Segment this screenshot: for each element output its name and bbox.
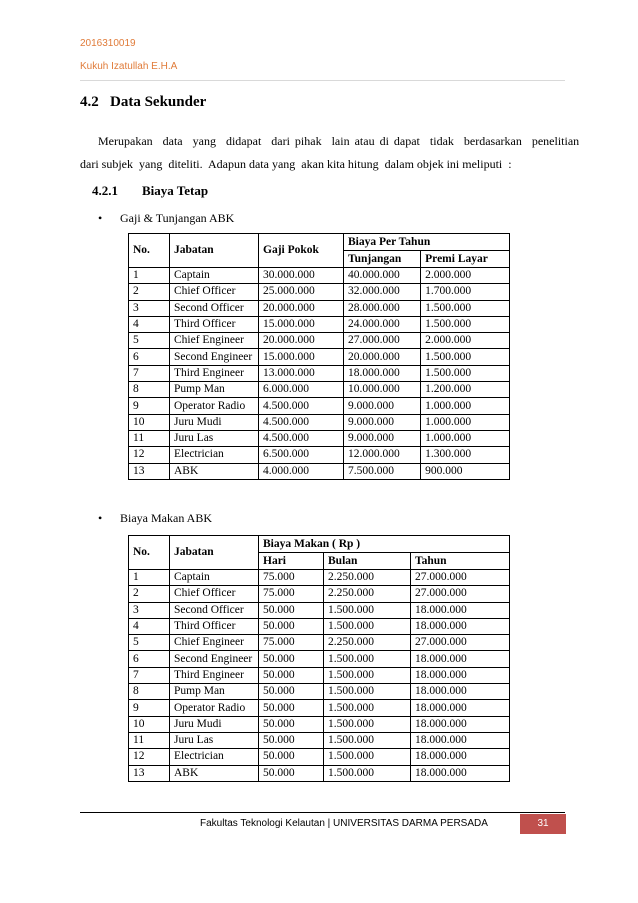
table-cell: Chief Engineer bbox=[170, 333, 259, 349]
table-row bbox=[129, 570, 510, 586]
table-cell: Third Engineer bbox=[170, 365, 259, 381]
subsection-heading bbox=[92, 183, 208, 199]
section-title: 4.2 Data Sekunder bbox=[80, 94, 207, 110]
table-cell: 13 bbox=[129, 463, 170, 479]
table-cell: 3 bbox=[129, 300, 170, 316]
table-cell: Juru Las bbox=[170, 430, 259, 446]
table-cell: 9 bbox=[129, 700, 170, 716]
table-cell: 1.500.000 bbox=[324, 732, 411, 748]
table-row bbox=[129, 284, 510, 300]
table-cell: Electrician bbox=[170, 749, 259, 765]
table-cell: 50.000 bbox=[259, 651, 324, 667]
table-row bbox=[129, 447, 510, 463]
table-cell: 4.500.000 bbox=[259, 398, 344, 414]
table-row bbox=[129, 700, 510, 716]
table-cell: 50.000 bbox=[259, 618, 324, 634]
table-row bbox=[129, 618, 510, 634]
table-cell: Second Officer bbox=[170, 300, 259, 316]
table-cell: 1.500.000 bbox=[324, 700, 411, 716]
table-cell: 18.000.000 bbox=[411, 684, 510, 700]
table-cell: Third Officer bbox=[170, 618, 259, 634]
table-cell: 27.000.000 bbox=[344, 333, 421, 349]
table-cell: 4.500.000 bbox=[259, 430, 344, 446]
page-number: 31 bbox=[520, 814, 566, 834]
col-header-jabatan: Jabatan bbox=[170, 536, 259, 570]
table-cell: 50.000 bbox=[259, 684, 324, 700]
table-cell: ABK bbox=[170, 765, 259, 781]
table-cell: 1.500.000 bbox=[324, 667, 411, 683]
table-cell: 40.000.000 bbox=[344, 268, 421, 284]
table-cell: 2.000.000 bbox=[421, 333, 510, 349]
table-cell: 1 bbox=[129, 570, 170, 586]
table-cell: 28.000.000 bbox=[344, 300, 421, 316]
table-cell: 4.000.000 bbox=[259, 463, 344, 479]
table-cell: 1.500.000 bbox=[324, 618, 411, 634]
paragraph-line-1: Merupakan data yang didapat dari pihak lain atau di dapat tidak berdasarkan penelitian bbox=[98, 134, 580, 148]
table-cell: 2.250.000 bbox=[324, 635, 411, 651]
table-cell: Third Engineer bbox=[170, 667, 259, 683]
table-cell: 1.500.000 bbox=[324, 602, 411, 618]
col-header-hari: Hari bbox=[259, 553, 324, 570]
table-row bbox=[129, 300, 510, 316]
table-cell: 18.000.000 bbox=[411, 618, 510, 634]
table-cell: 1.300.000 bbox=[421, 447, 510, 463]
table-cell: 1.500.000 bbox=[324, 716, 411, 732]
table-cell: 7.500.000 bbox=[344, 463, 421, 479]
table-row bbox=[129, 349, 510, 365]
table-cell: 1.500.000 bbox=[421, 365, 510, 381]
table-cell: Pump Man bbox=[170, 684, 259, 700]
table-cell: 1.500.000 bbox=[324, 749, 411, 765]
table-cell: 50.000 bbox=[259, 667, 324, 683]
table-cell: 50.000 bbox=[259, 602, 324, 618]
table-cell: 18.000.000 bbox=[411, 732, 510, 748]
table-cell: 18.000.000 bbox=[411, 716, 510, 732]
table-cell: 8 bbox=[129, 382, 170, 398]
table-cell: 1.200.000 bbox=[421, 382, 510, 398]
table-row bbox=[129, 716, 510, 732]
table-cell: 4.500.000 bbox=[259, 414, 344, 430]
table-cell: 6.000.000 bbox=[259, 382, 344, 398]
table-row bbox=[129, 635, 510, 651]
table-cell: 50.000 bbox=[259, 765, 324, 781]
footer-divider bbox=[80, 812, 565, 813]
table-cell: 3 bbox=[129, 602, 170, 618]
table-cell: 2.250.000 bbox=[324, 586, 411, 602]
table-cell: 2.000.000 bbox=[421, 268, 510, 284]
table-cell: 50.000 bbox=[259, 700, 324, 716]
table-cell: 1.000.000 bbox=[421, 414, 510, 430]
table-row bbox=[129, 365, 510, 381]
table-cell: 13.000.000 bbox=[259, 365, 344, 381]
table-cell: 20.000.000 bbox=[344, 349, 421, 365]
table-cell: 27.000.000 bbox=[411, 635, 510, 651]
table-cell: Juru Las bbox=[170, 732, 259, 748]
table-row bbox=[129, 463, 510, 479]
table-cell: 1.000.000 bbox=[421, 430, 510, 446]
table-cell: Chief Officer bbox=[170, 586, 259, 602]
bullet-item-makan bbox=[98, 511, 212, 526]
table-cell: 8 bbox=[129, 684, 170, 700]
table-cell: 9.000.000 bbox=[344, 398, 421, 414]
table-cell: 1.700.000 bbox=[421, 284, 510, 300]
table-row bbox=[129, 316, 510, 332]
table-row bbox=[129, 684, 510, 700]
table-row bbox=[129, 667, 510, 683]
table-row bbox=[129, 732, 510, 748]
bullet-label: Gaji & Tunjangan ABK bbox=[120, 211, 235, 225]
table-cell: 24.000.000 bbox=[344, 316, 421, 332]
table-cell: 18.000.000 bbox=[411, 667, 510, 683]
table-cell: 50.000 bbox=[259, 749, 324, 765]
table-cell: Electrician bbox=[170, 447, 259, 463]
table-cell: Pump Man bbox=[170, 382, 259, 398]
col-header-no: No. bbox=[129, 234, 170, 268]
col-header-tunjangan: Tunjangan bbox=[344, 251, 421, 268]
table-cell: Juru Mudi bbox=[170, 414, 259, 430]
table-cell: 5 bbox=[129, 635, 170, 651]
table-row bbox=[129, 414, 510, 430]
table-row bbox=[129, 382, 510, 398]
bullet-icon: • bbox=[98, 511, 103, 525]
table-row bbox=[129, 651, 510, 667]
table-cell: 25.000.000 bbox=[259, 284, 344, 300]
col-header-gaji-pokok: Gaji Pokok bbox=[259, 234, 344, 268]
table-cell: 18.000.000 bbox=[411, 765, 510, 781]
subsection-number: 4.2.1 bbox=[92, 183, 118, 198]
table-cell: 27.000.000 bbox=[411, 570, 510, 586]
col-header-jabatan: Jabatan bbox=[170, 234, 259, 268]
table-cell: 1.500.000 bbox=[324, 765, 411, 781]
table-cell: 2 bbox=[129, 586, 170, 602]
col-header-no: No. bbox=[129, 536, 170, 570]
table-cell: 1 bbox=[129, 268, 170, 284]
table-row bbox=[129, 398, 510, 414]
table-cell: 1.500.000 bbox=[421, 300, 510, 316]
col-header-bulan: Bulan bbox=[324, 553, 411, 570]
col-header-premi-layar: Premi Layar bbox=[421, 251, 510, 268]
bullet-icon: • bbox=[98, 211, 103, 225]
table-cell: 32.000.000 bbox=[344, 284, 421, 300]
table-cell: 1.500.000 bbox=[421, 316, 510, 332]
salary-table-body bbox=[129, 268, 510, 480]
meal-cost-table bbox=[128, 535, 510, 782]
table-cell: Second Officer bbox=[170, 602, 259, 618]
table-cell: 18.000.000 bbox=[411, 602, 510, 618]
table-cell: 75.000 bbox=[259, 635, 324, 651]
meal-cost-table-body bbox=[129, 570, 510, 782]
table-cell: Captain bbox=[170, 570, 259, 586]
table-cell: 20.000.000 bbox=[259, 333, 344, 349]
table-cell: Third Officer bbox=[170, 316, 259, 332]
table-cell: 75.000 bbox=[259, 570, 324, 586]
table-cell: 4 bbox=[129, 316, 170, 332]
table-cell: 6 bbox=[129, 651, 170, 667]
table-cell: 30.000.000 bbox=[259, 268, 344, 284]
header-author: Kukuh Izatullah E.H.A bbox=[80, 61, 178, 72]
table-cell: 4 bbox=[129, 618, 170, 634]
table-row bbox=[129, 765, 510, 781]
table-cell: 27.000.000 bbox=[411, 586, 510, 602]
table-cell: ABK bbox=[170, 463, 259, 479]
table-cell: Captain bbox=[170, 268, 259, 284]
table-cell: 50.000 bbox=[259, 732, 324, 748]
table-cell: 1.500.000 bbox=[324, 651, 411, 667]
table-cell: 1.500.000 bbox=[421, 349, 510, 365]
table-cell: 12 bbox=[129, 447, 170, 463]
table-cell: 6.500.000 bbox=[259, 447, 344, 463]
paragraph-line-2: dari subjek yang diteliti. Adapun data yang akan kita hitung dalam objek ini meliputi : bbox=[80, 157, 512, 171]
table-row bbox=[129, 586, 510, 602]
footer-text: Fakultas Teknologi Kelautan | UNIVERSITAS DARMA PERSADA bbox=[200, 818, 488, 829]
col-header-biaya-makan: Biaya Makan ( Rp ) bbox=[259, 536, 510, 553]
table-cell: 18.000.000 bbox=[411, 749, 510, 765]
header-divider bbox=[80, 80, 565, 81]
table-row bbox=[129, 268, 510, 284]
header-doc-id: 2016310019 bbox=[80, 38, 136, 49]
table-cell: Second Engineer bbox=[170, 349, 259, 365]
table-cell: 20.000.000 bbox=[259, 300, 344, 316]
table-cell: 9 bbox=[129, 398, 170, 414]
table-cell: 15.000.000 bbox=[259, 316, 344, 332]
table-cell: 18.000.000 bbox=[411, 700, 510, 716]
col-header-biaya-per-tahun: Biaya Per Tahun bbox=[344, 234, 510, 251]
table-cell: 1.000.000 bbox=[421, 398, 510, 414]
table-cell: 12 bbox=[129, 749, 170, 765]
table-row bbox=[129, 602, 510, 618]
table-cell: 18.000.000 bbox=[344, 365, 421, 381]
table-cell: 11 bbox=[129, 430, 170, 446]
table-cell: 900.000 bbox=[421, 463, 510, 479]
table-row bbox=[129, 333, 510, 349]
subsection-title: Biaya Tetap bbox=[142, 183, 209, 198]
table-row bbox=[129, 749, 510, 765]
table-cell: 50.000 bbox=[259, 716, 324, 732]
salary-table bbox=[128, 233, 510, 480]
table-cell: Juru Mudi bbox=[170, 716, 259, 732]
table-cell: 10.000.000 bbox=[344, 382, 421, 398]
table-cell: 6 bbox=[129, 349, 170, 365]
table-cell: 13 bbox=[129, 765, 170, 781]
table-cell: 10 bbox=[129, 716, 170, 732]
table-cell: Chief Engineer bbox=[170, 635, 259, 651]
table-row bbox=[129, 430, 510, 446]
table-cell: 1.500.000 bbox=[324, 684, 411, 700]
table-cell: 9.000.000 bbox=[344, 414, 421, 430]
table-cell: 10 bbox=[129, 414, 170, 430]
table-cell: 2 bbox=[129, 284, 170, 300]
table-cell: 7 bbox=[129, 667, 170, 683]
table-cell: 15.000.000 bbox=[259, 349, 344, 365]
table-cell: 2.250.000 bbox=[324, 570, 411, 586]
table-cell: 7 bbox=[129, 365, 170, 381]
table-cell: 9.000.000 bbox=[344, 430, 421, 446]
table-cell: 11 bbox=[129, 732, 170, 748]
table-cell: Second Engineer bbox=[170, 651, 259, 667]
bullet-item-gaji bbox=[98, 211, 234, 226]
table-cell: Chief Officer bbox=[170, 284, 259, 300]
table-cell: 75.000 bbox=[259, 586, 324, 602]
table-cell: Operator Radio bbox=[170, 398, 259, 414]
bullet-label: Biaya Makan ABK bbox=[120, 511, 212, 525]
table-cell: Operator Radio bbox=[170, 700, 259, 716]
table-cell: 5 bbox=[129, 333, 170, 349]
table-cell: 18.000.000 bbox=[411, 651, 510, 667]
col-header-tahun: Tahun bbox=[411, 553, 510, 570]
table-cell: 12.000.000 bbox=[344, 447, 421, 463]
